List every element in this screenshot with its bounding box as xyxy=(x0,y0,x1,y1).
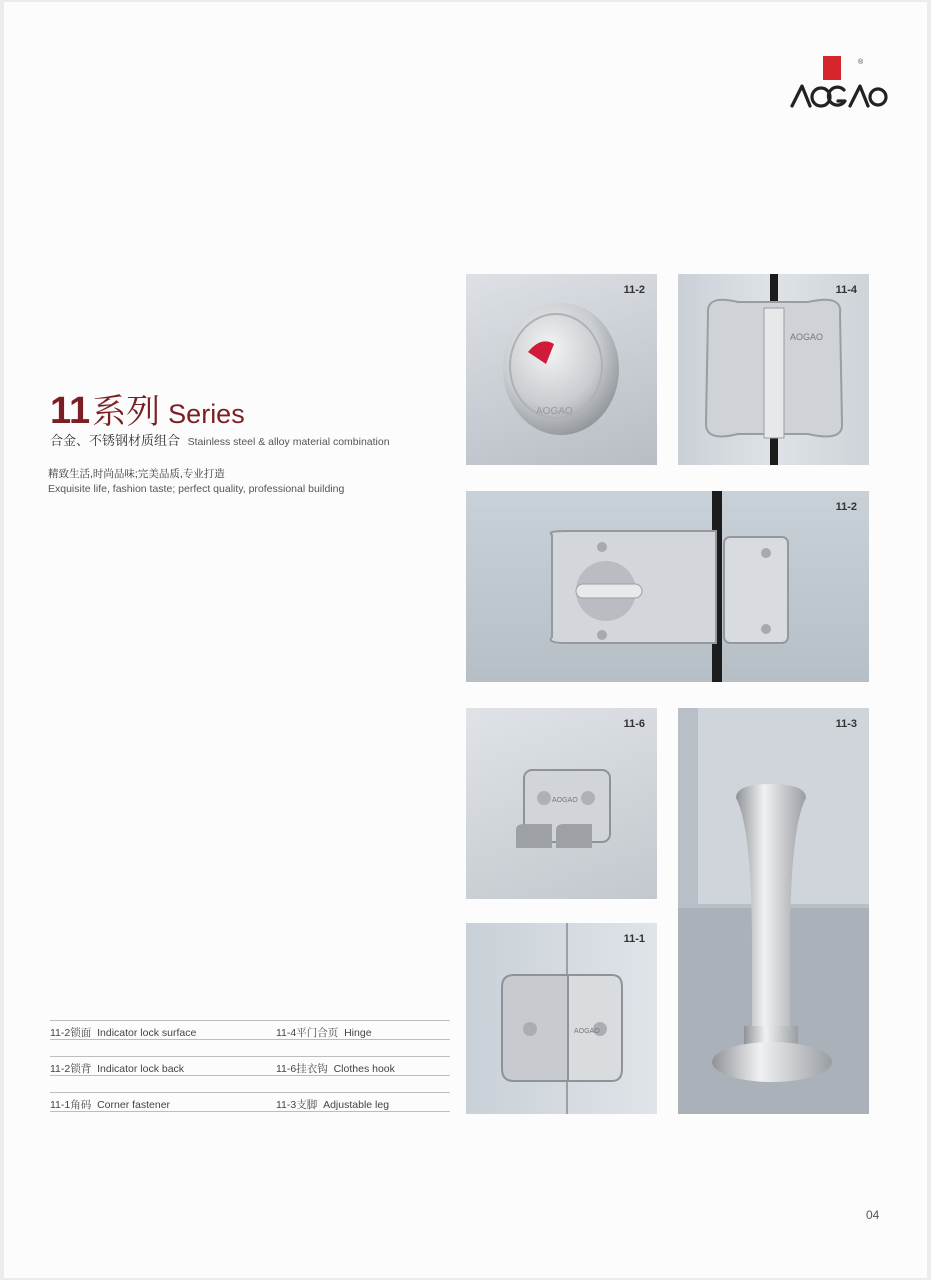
photo-code: 11-6 xyxy=(623,718,645,730)
legend-row xyxy=(50,1056,450,1076)
hinge-icon xyxy=(678,274,869,465)
photo-code: 11-3 xyxy=(835,718,857,730)
series-number: 11 xyxy=(50,390,91,432)
photo-clothes-hook xyxy=(466,708,657,899)
photo-adjustable-leg xyxy=(678,708,869,1114)
legend-name: Corner fastener xyxy=(97,1099,171,1111)
corner-fastener-icon xyxy=(466,923,657,1114)
aogao-logo xyxy=(788,54,888,116)
series-en-label: Series xyxy=(168,399,245,429)
catalog-page xyxy=(4,2,927,1278)
photo-corner-fastener xyxy=(466,923,657,1114)
adjustable-leg-icon xyxy=(678,708,869,1114)
series-subtitle xyxy=(50,430,390,449)
clothes-hook-icon xyxy=(466,708,657,899)
page-number: 04 xyxy=(866,1208,880,1222)
slogan-cn: 精致生活,时尚品味;完美品质,专业打造 xyxy=(48,468,225,480)
photo-code: 11-1 xyxy=(623,933,645,945)
slogan-en: Exquisite life, fashion taste; perfect quality, professional building xyxy=(48,483,345,495)
subtitle-en: Stainless steel & alloy material combination xyxy=(187,436,390,448)
photo-code: 11-2 xyxy=(623,284,645,296)
legend-name: Indicator lock surface xyxy=(97,1027,197,1039)
indicator-lock-surface-icon xyxy=(466,274,657,465)
svg-text:®: ® xyxy=(858,59,864,66)
series-cn-label: 系列 xyxy=(92,392,161,432)
legend-row xyxy=(50,1020,450,1040)
indicator-lock-back-icon xyxy=(466,491,869,682)
legend-code: 11-1角码 xyxy=(50,1099,92,1111)
legend-code: 11-4平门合页 xyxy=(276,1027,339,1039)
legend-code: 11-2锁背 xyxy=(50,1063,92,1075)
legend-code: 11-6挂衣钩 xyxy=(276,1063,328,1075)
series-title xyxy=(50,384,245,433)
subtitle-cn: 合金、不锈钢材质组合 xyxy=(50,433,181,448)
parts-legend xyxy=(50,1020,450,1128)
svg-text:AOGAO: AOGAO xyxy=(536,406,573,417)
legend-code: 11-3支脚 xyxy=(276,1099,318,1111)
photo-hinge xyxy=(678,274,869,465)
legend-name: Hinge xyxy=(344,1027,372,1039)
legend-name: Adjustable leg xyxy=(323,1099,390,1111)
legend-name: Clothes hook xyxy=(333,1063,395,1075)
legend-code: 11-2锁面 xyxy=(50,1027,92,1039)
photo-indicator-lock-back xyxy=(466,491,869,682)
photo-code: 11-2 xyxy=(835,501,857,513)
svg-text:AOGAO: AOGAO xyxy=(552,797,578,804)
svg-text:AOGAO: AOGAO xyxy=(790,332,824,342)
photo-code: 11-4 xyxy=(835,284,857,296)
legend-row xyxy=(50,1092,450,1112)
photo-indicator-lock-surface xyxy=(466,274,657,465)
legend-name: Indicator lock back xyxy=(97,1063,185,1075)
svg-text:AOGAO: AOGAO xyxy=(574,1028,600,1035)
